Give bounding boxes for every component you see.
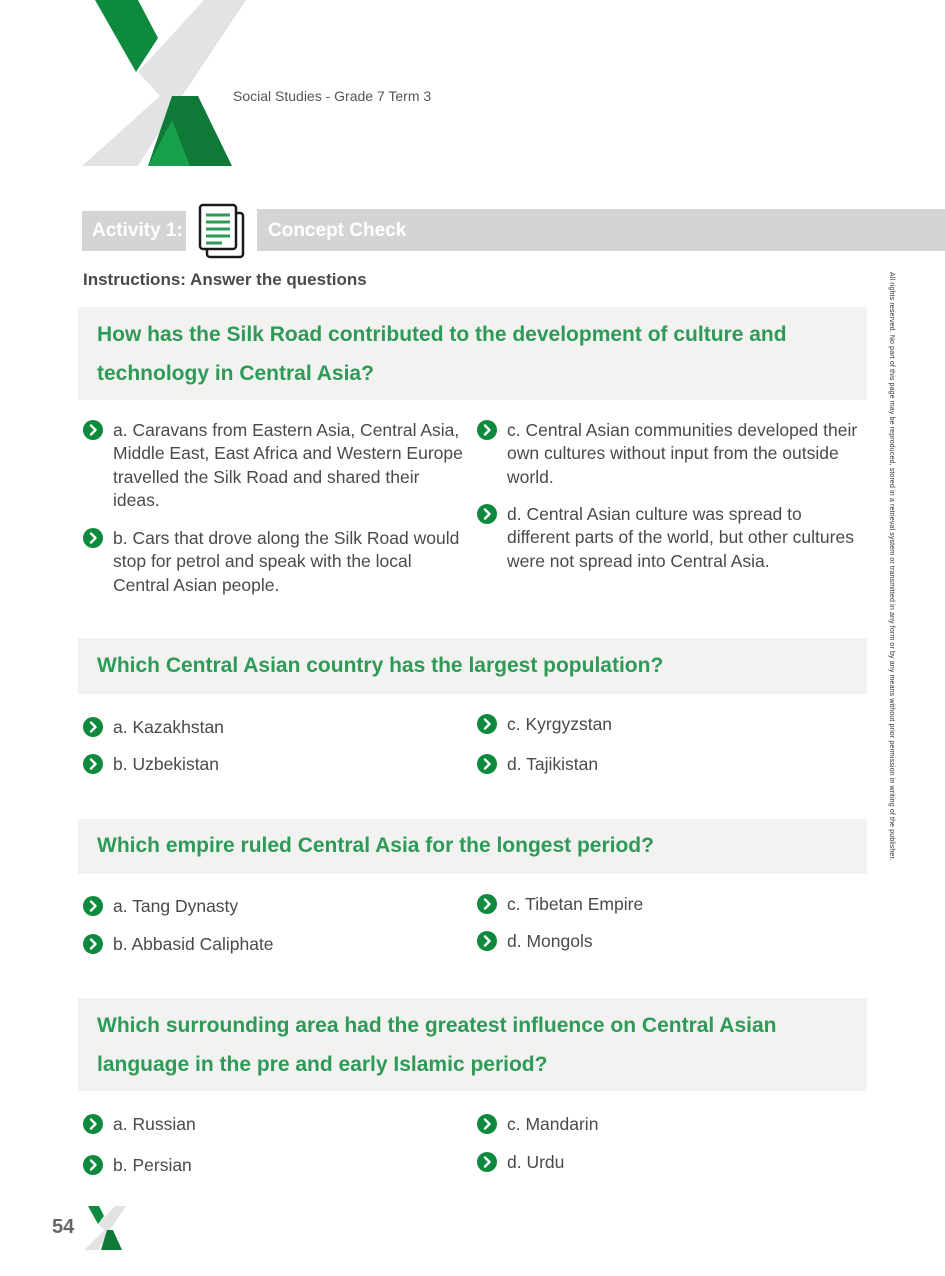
option-text: b. Cars that drove along the Silk Road would stop for petrol and speak with the local Central Asian people. <box>113 528 460 595</box>
option-3c[interactable] <box>477 893 867 916</box>
option-4a[interactable] <box>83 1113 466 1136</box>
option-text: d. Mongols <box>507 931 593 951</box>
option-3d[interactable] <box>477 930 867 953</box>
option-text: b. Uzbekistan <box>113 754 220 774</box>
question-4 <box>78 998 867 1091</box>
option-text: a. Kazakhstan <box>113 717 224 737</box>
option-text: a. Tang Dynasty <box>113 896 239 916</box>
chevron-right-icon <box>477 1152 497 1172</box>
chevron-right-icon <box>477 754 497 774</box>
document-icon <box>196 203 248 259</box>
chevron-right-icon <box>477 714 497 734</box>
chevron-right-icon <box>83 420 103 440</box>
option-4d[interactable] <box>477 1151 867 1174</box>
option-2c[interactable] <box>477 713 867 736</box>
page-number: 54 <box>52 1216 75 1238</box>
option-4b[interactable] <box>83 1154 466 1177</box>
option-text: b. Persian <box>113 1155 192 1175</box>
option-1a[interactable] <box>83 419 466 512</box>
activity-label: Activity 1: <box>82 211 186 251</box>
publisher-logo <box>80 0 250 170</box>
copyright-note: All rights reserved. No part of this page may be reproduced, stored in a retrieval system or transmitted in any form or by any means without prior permission in writing of the publisher. <box>888 272 895 861</box>
option-3b[interactable] <box>83 933 466 956</box>
chevron-right-icon <box>477 1114 497 1134</box>
question-3 <box>78 819 867 874</box>
chevron-right-icon <box>83 1155 103 1175</box>
subject-heading: Social Studies - Grade 7 Term 3 <box>233 88 432 104</box>
chevron-right-icon <box>83 1114 103 1134</box>
option-text: c. Central Asian communities developed their own cultures without input from the outside world. <box>507 420 858 487</box>
option-text: d. Urdu <box>507 1152 565 1172</box>
option-2b[interactable] <box>83 753 466 776</box>
option-2d[interactable] <box>477 753 867 776</box>
option-text: c. Mandarin <box>507 1114 599 1134</box>
chevron-right-icon <box>477 894 497 914</box>
instructions: Instructions: Answer the questions <box>83 270 367 289</box>
option-1b[interactable] <box>83 527 466 597</box>
option-text: b. Abbasid Caliphate <box>113 934 274 954</box>
option-text: d. Tajikistan <box>507 754 599 774</box>
option-text: d. Central Asian culture was spread to different parts of the world, but other cultures were not spread into Central Asia. <box>507 504 854 571</box>
option-text: c. Tibetan Empire <box>507 894 644 914</box>
chevron-right-icon <box>83 528 103 548</box>
chevron-right-icon <box>83 754 103 774</box>
chevron-right-icon <box>83 934 103 954</box>
chevron-right-icon <box>477 504 497 524</box>
chevron-right-icon <box>477 931 497 951</box>
option-1c[interactable] <box>477 419 867 489</box>
question-2 <box>78 638 867 694</box>
activity-title: Concept Check <box>257 209 945 251</box>
question-text: Which surrounding area had the greatest influence on Central Asian language in the pre and early Islamic period? <box>97 1014 777 1076</box>
publisher-logo-small <box>84 1206 126 1250</box>
question-1 <box>78 307 867 400</box>
chevron-right-icon <box>477 420 497 440</box>
question-text: Which empire ruled Central Asia for the longest period? <box>97 834 654 857</box>
option-2a[interactable] <box>83 716 466 739</box>
chevron-right-icon <box>83 896 103 916</box>
option-4c[interactable] <box>477 1113 867 1136</box>
chevron-right-icon <box>83 717 103 737</box>
option-text: c. Kyrgyzstan <box>507 714 613 734</box>
option-1d[interactable] <box>477 503 867 573</box>
question-text: How has the Silk Road contributed to the development of culture and technology in Central Asia? <box>97 323 787 385</box>
option-text: a. Caravans from Eastern Asia, Central Asia, Middle East, East Africa and Western Europe travelled the Silk Road and shared their ideas. <box>113 420 463 510</box>
option-text: a. Russian <box>113 1114 196 1134</box>
question-text: Which Central Asian country has the largest population? <box>97 654 664 677</box>
option-3a[interactable] <box>83 895 466 918</box>
